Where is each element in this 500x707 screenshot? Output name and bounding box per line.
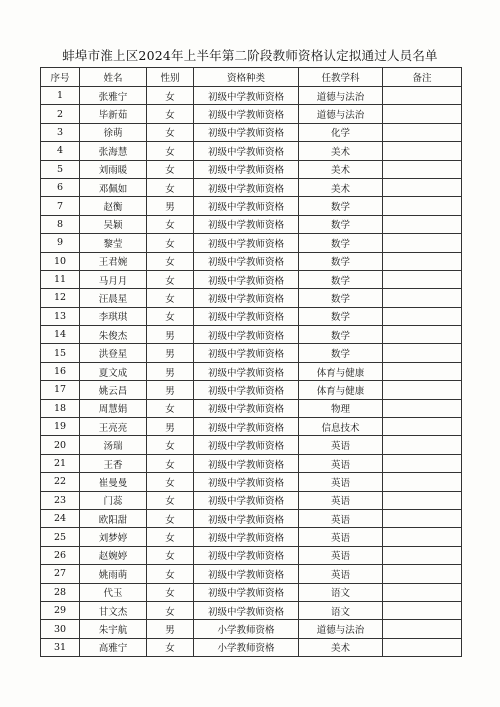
cell-note — [383, 583, 462, 601]
cell-name: 邓佩如 — [80, 178, 147, 196]
cell-name: 洪登星 — [80, 344, 147, 362]
cell-subject: 体育与健康 — [299, 362, 383, 380]
cell-type: 初级中学教师资格 — [194, 270, 299, 288]
cell-name: 周慧娟 — [80, 399, 147, 417]
cell-type: 初级中学教师资格 — [194, 436, 299, 454]
header-name: 姓名 — [80, 68, 147, 87]
cell-subject: 语文 — [299, 601, 383, 619]
cell-sex: 男 — [147, 381, 194, 399]
cell-no: 11 — [41, 270, 80, 288]
cell-sex: 男 — [147, 197, 194, 215]
cell-no: 3 — [41, 123, 80, 141]
cell-name: 朱俊杰 — [80, 326, 147, 344]
cell-sex: 女 — [147, 473, 194, 491]
cell-type: 初级中学教师资格 — [194, 87, 299, 105]
cell-sex: 女 — [147, 546, 194, 564]
cell-type: 初级中学教师资格 — [194, 178, 299, 196]
cell-sex: 女 — [147, 528, 194, 546]
cell-sex: 女 — [147, 142, 194, 160]
cell-name: 张海慧 — [80, 142, 147, 160]
cell-name: 徐萌 — [80, 123, 147, 141]
cell-note — [383, 601, 462, 619]
cell-note — [383, 436, 462, 454]
cell-note — [383, 620, 462, 638]
table-row — [41, 87, 462, 105]
cell-type: 初级中学教师资格 — [194, 546, 299, 564]
cell-note — [383, 270, 462, 288]
table-header-row — [41, 68, 462, 87]
cell-name: 赵衡 — [80, 197, 147, 215]
cell-name: 刘梦婷 — [80, 528, 147, 546]
cell-no: 31 — [41, 638, 80, 656]
table-row — [41, 344, 462, 362]
cell-note — [383, 546, 462, 564]
cell-note — [383, 491, 462, 509]
table-row — [41, 270, 462, 288]
cell-sex: 女 — [147, 638, 194, 656]
cell-type: 初级中学教师资格 — [194, 381, 299, 399]
cell-subject: 美术 — [299, 160, 383, 178]
cell-name: 朱宇航 — [80, 620, 147, 638]
cell-type: 初级中学教师资格 — [194, 105, 299, 123]
table-row — [41, 197, 462, 215]
table-row — [41, 234, 462, 252]
cell-note — [383, 454, 462, 472]
table-row — [41, 215, 462, 233]
table-row — [41, 123, 462, 141]
cell-name: 门蕊 — [80, 491, 147, 509]
table-row — [41, 601, 462, 619]
cell-no: 27 — [41, 565, 80, 583]
cell-type: 初级中学教师资格 — [194, 142, 299, 160]
cell-no: 26 — [41, 546, 80, 564]
cell-name: 王香 — [80, 454, 147, 472]
table-row — [41, 307, 462, 325]
cell-note — [383, 528, 462, 546]
cell-sex: 女 — [147, 399, 194, 417]
cell-sex: 女 — [147, 454, 194, 472]
cell-subject: 数学 — [299, 289, 383, 307]
header-type: 资格种类 — [194, 68, 299, 87]
cell-subject: 数学 — [299, 234, 383, 252]
cell-type: 初级中学教师资格 — [194, 399, 299, 417]
cell-subject: 英语 — [299, 528, 383, 546]
cell-no: 28 — [41, 583, 80, 601]
cell-subject: 美术 — [299, 142, 383, 160]
cell-subject: 英语 — [299, 546, 383, 564]
cell-no: 8 — [41, 215, 80, 233]
cell-type: 初级中学教师资格 — [194, 418, 299, 436]
cell-name: 崔曼曼 — [80, 473, 147, 491]
cell-name: 夏文成 — [80, 362, 147, 380]
cell-subject: 化学 — [299, 123, 383, 141]
cell-subject: 物理 — [299, 399, 383, 417]
cell-sex: 女 — [147, 436, 194, 454]
header-subject: 任教学科 — [299, 68, 383, 87]
cell-type: 初级中学教师资格 — [194, 344, 299, 362]
cell-no: 9 — [41, 234, 80, 252]
cell-type: 初级中学教师资格 — [194, 565, 299, 583]
cell-name: 张雅宁 — [80, 87, 147, 105]
cell-no: 19 — [41, 418, 80, 436]
cell-sex: 女 — [147, 509, 194, 527]
cell-name: 刘雨暖 — [80, 160, 147, 178]
table-row — [41, 546, 462, 564]
cell-no: 20 — [41, 436, 80, 454]
cell-sex: 女 — [147, 270, 194, 288]
cell-subject: 英语 — [299, 491, 383, 509]
cell-note — [383, 105, 462, 123]
cell-subject: 英语 — [299, 454, 383, 472]
cell-sex: 女 — [147, 307, 194, 325]
cell-name: 甘文杰 — [80, 601, 147, 619]
cell-sex: 女 — [147, 215, 194, 233]
cell-name: 欧阳甜 — [80, 509, 147, 527]
table-row — [41, 620, 462, 638]
cell-note — [383, 381, 462, 399]
cell-type: 初级中学教师资格 — [194, 473, 299, 491]
cell-sex: 女 — [147, 160, 194, 178]
cell-no: 24 — [41, 509, 80, 527]
cell-sex: 女 — [147, 87, 194, 105]
cell-subject: 数学 — [299, 344, 383, 362]
table-row — [41, 491, 462, 509]
cell-type: 初级中学教师资格 — [194, 362, 299, 380]
cell-subject: 信息技术 — [299, 418, 383, 436]
cell-name: 吴颖 — [80, 215, 147, 233]
cell-subject: 英语 — [299, 565, 383, 583]
cell-name: 代玉 — [80, 583, 147, 601]
table-row — [41, 528, 462, 546]
table-row — [41, 105, 462, 123]
cell-type: 初级中学教师资格 — [194, 289, 299, 307]
cell-type: 初级中学教师资格 — [194, 160, 299, 178]
cell-note — [383, 87, 462, 105]
cell-subject: 美术 — [299, 178, 383, 196]
cell-type: 初级中学教师资格 — [194, 234, 299, 252]
cell-sex: 男 — [147, 326, 194, 344]
cell-subject: 数学 — [299, 252, 383, 270]
cell-subject: 数学 — [299, 197, 383, 215]
table-row — [41, 473, 462, 491]
table-row — [41, 638, 462, 656]
table-row — [41, 583, 462, 601]
cell-no: 18 — [41, 399, 80, 417]
cell-name: 李琪琪 — [80, 307, 147, 325]
cell-no: 30 — [41, 620, 80, 638]
cell-sex: 女 — [147, 252, 194, 270]
cell-note — [383, 123, 462, 141]
cell-name: 毕新茹 — [80, 105, 147, 123]
cell-type: 初级中学教师资格 — [194, 197, 299, 215]
cell-sex: 男 — [147, 620, 194, 638]
cell-no: 21 — [41, 454, 80, 472]
cell-no: 25 — [41, 528, 80, 546]
cell-name: 汪晨星 — [80, 289, 147, 307]
cell-note — [383, 473, 462, 491]
cell-name: 王亮亮 — [80, 418, 147, 436]
cell-no: 23 — [41, 491, 80, 509]
cell-sex: 女 — [147, 105, 194, 123]
cell-no: 22 — [41, 473, 80, 491]
cell-sex: 女 — [147, 565, 194, 583]
header-sex: 性别 — [147, 68, 194, 87]
cell-note — [383, 252, 462, 270]
roster-table — [40, 67, 462, 657]
cell-subject: 道德与法治 — [299, 87, 383, 105]
cell-note — [383, 362, 462, 380]
table-row — [41, 252, 462, 270]
cell-type: 初级中学教师资格 — [194, 307, 299, 325]
cell-type: 小学教师资格 — [194, 620, 299, 638]
table-row — [41, 454, 462, 472]
cell-note — [383, 215, 462, 233]
cell-sex: 女 — [147, 289, 194, 307]
table-body — [41, 87, 462, 657]
cell-sex: 女 — [147, 178, 194, 196]
cell-no: 5 — [41, 160, 80, 178]
cell-note — [383, 160, 462, 178]
cell-subject: 英语 — [299, 509, 383, 527]
cell-sex: 男 — [147, 418, 194, 436]
cell-sex: 女 — [147, 583, 194, 601]
cell-note — [383, 638, 462, 656]
cell-no: 29 — [41, 601, 80, 619]
cell-sex: 男 — [147, 362, 194, 380]
cell-no: 15 — [41, 344, 80, 362]
cell-note — [383, 234, 462, 252]
cell-sex: 女 — [147, 491, 194, 509]
cell-note — [383, 418, 462, 436]
cell-note — [383, 399, 462, 417]
cell-type: 初级中学教师资格 — [194, 528, 299, 546]
cell-note — [383, 509, 462, 527]
document-title: 蚌埠市淮上区2024年上半年第二阶段教师资格认定拟通过人员名单 — [62, 48, 438, 63]
table-row — [41, 399, 462, 417]
cell-type: 初级中学教师资格 — [194, 454, 299, 472]
cell-name: 姚雨萌 — [80, 565, 147, 583]
cell-subject: 英语 — [299, 473, 383, 491]
cell-type: 小学教师资格 — [194, 638, 299, 656]
cell-subject: 道德与法治 — [299, 105, 383, 123]
cell-name: 王君婉 — [80, 252, 147, 270]
table-row — [41, 362, 462, 380]
cell-type: 初级中学教师资格 — [194, 123, 299, 141]
cell-name: 姚云昌 — [80, 381, 147, 399]
table-row — [41, 381, 462, 399]
cell-subject: 体育与健康 — [299, 381, 383, 399]
table-row — [41, 326, 462, 344]
cell-no: 12 — [41, 289, 80, 307]
cell-subject: 美术 — [299, 638, 383, 656]
cell-type: 初级中学教师资格 — [194, 252, 299, 270]
cell-no: 4 — [41, 142, 80, 160]
table-row — [41, 178, 462, 196]
cell-no: 7 — [41, 197, 80, 215]
cell-type: 初级中学教师资格 — [194, 215, 299, 233]
cell-note — [383, 197, 462, 215]
table-row — [41, 289, 462, 307]
cell-no: 16 — [41, 362, 80, 380]
cell-type: 初级中学教师资格 — [194, 326, 299, 344]
cell-name: 马月月 — [80, 270, 147, 288]
cell-note — [383, 344, 462, 362]
cell-sex: 男 — [147, 344, 194, 362]
table-row — [41, 436, 462, 454]
cell-subject: 数学 — [299, 326, 383, 344]
cell-name: 黎莹 — [80, 234, 147, 252]
cell-subject: 语文 — [299, 583, 383, 601]
cell-type: 初级中学教师资格 — [194, 491, 299, 509]
cell-subject: 道德与法治 — [299, 620, 383, 638]
cell-note — [383, 289, 462, 307]
cell-name: 汤瑞 — [80, 436, 147, 454]
header-no: 序号 — [41, 68, 80, 87]
cell-no: 10 — [41, 252, 80, 270]
cell-note — [383, 142, 462, 160]
cell-no: 17 — [41, 381, 80, 399]
cell-sex: 女 — [147, 601, 194, 619]
table-row — [41, 160, 462, 178]
cell-no: 1 — [41, 87, 80, 105]
cell-type: 初级中学教师资格 — [194, 583, 299, 601]
table-row — [41, 142, 462, 160]
header-note: 备注 — [383, 68, 462, 87]
cell-no: 13 — [41, 307, 80, 325]
table-row — [41, 565, 462, 583]
cell-no: 6 — [41, 178, 80, 196]
table-row — [41, 418, 462, 436]
cell-no: 2 — [41, 105, 80, 123]
cell-subject: 英语 — [299, 436, 383, 454]
cell-no: 14 — [41, 326, 80, 344]
cell-type: 初级中学教师资格 — [194, 601, 299, 619]
cell-sex: 女 — [147, 234, 194, 252]
cell-subject: 数学 — [299, 215, 383, 233]
cell-name: 高雅宁 — [80, 638, 147, 656]
cell-note — [383, 178, 462, 196]
cell-type: 初级中学教师资格 — [194, 509, 299, 527]
cell-note — [383, 326, 462, 344]
cell-sex: 女 — [147, 123, 194, 141]
cell-subject: 数学 — [299, 270, 383, 288]
cell-subject: 数学 — [299, 307, 383, 325]
cell-name: 赵婉婷 — [80, 546, 147, 564]
cell-note — [383, 307, 462, 325]
table-row — [41, 509, 462, 527]
cell-note — [383, 565, 462, 583]
